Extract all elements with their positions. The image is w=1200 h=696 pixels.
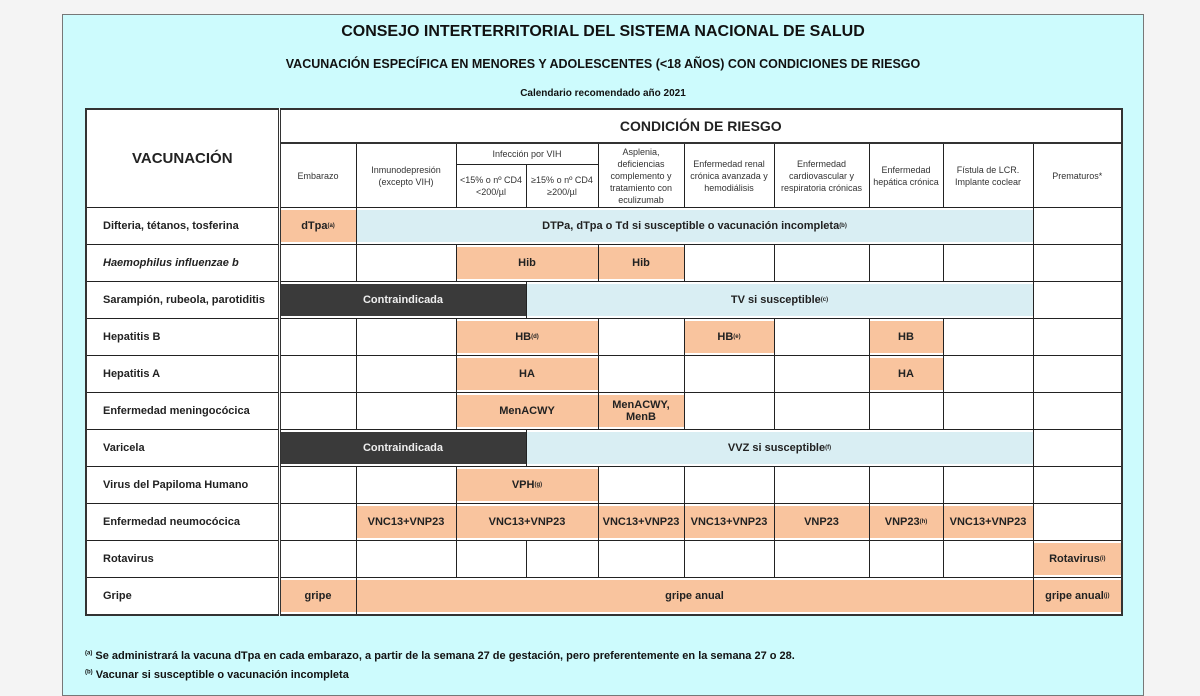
recommendation-text: VNC13+VNP23 — [602, 516, 680, 528]
table-cell — [356, 319, 456, 356]
recommendation-orange — [281, 580, 356, 612]
table-row — [86, 319, 1122, 356]
table-cell — [774, 541, 869, 578]
recommendation-orange — [457, 358, 598, 390]
vaccination-table — [85, 108, 1123, 616]
table-cell — [356, 578, 1033, 616]
recommendation-text: gripe anual — [1045, 590, 1104, 602]
column-header-inmunodepresion: Inmunodepresión (excepto VIH) — [356, 143, 456, 208]
table-cell — [774, 319, 869, 356]
table-cell — [598, 541, 684, 578]
table-row — [86, 578, 1122, 616]
recommendation-text: VNP23 — [884, 516, 920, 528]
recommendation-text: gripe — [304, 590, 332, 602]
recommendation-orange — [599, 247, 684, 279]
table-cell — [279, 504, 356, 541]
table-cell — [1033, 356, 1122, 393]
table-row — [86, 208, 1122, 245]
table-cell — [1033, 208, 1122, 245]
recommendation-text: Hib — [518, 257, 536, 269]
footnote-ref: (j) — [1103, 593, 1110, 599]
vaccine-label: Hepatitis A — [86, 356, 279, 393]
table-row — [86, 245, 1122, 282]
vaccine-label: Haemophilus influenzae b — [86, 245, 279, 282]
recommendation-text: VPH — [511, 479, 535, 491]
table-cell — [684, 393, 774, 430]
table-cell — [774, 504, 869, 541]
table-cell — [1033, 245, 1122, 282]
table-cell — [598, 504, 684, 541]
table-cell — [598, 245, 684, 282]
table-cell — [279, 356, 356, 393]
recommendation-orange — [1034, 580, 1122, 612]
recommendation-orange — [870, 321, 943, 353]
footnote-ref: (g) — [534, 482, 543, 488]
footnote-ref: (e) — [733, 334, 741, 340]
table-cell — [943, 541, 1033, 578]
table-cell — [1033, 319, 1122, 356]
table-cell — [456, 393, 598, 430]
footnote-ref: (c) — [820, 297, 829, 303]
recommendation-text: VVZ si susceptible — [727, 442, 826, 454]
recommendation-text: VNC13+VNP23 — [367, 516, 445, 528]
recommendation-orange — [775, 506, 869, 538]
recommendation-text: MenACWY — [499, 405, 555, 417]
recommendation-text: VNC13+VNP23 — [949, 516, 1027, 528]
recommendation-orange — [1034, 543, 1122, 575]
recommendation-blue — [357, 210, 1033, 242]
table-cell — [598, 393, 684, 430]
recommendation-orange — [870, 358, 943, 390]
footnote-ref: (f) — [825, 445, 832, 451]
table-cell — [356, 393, 456, 430]
recommendation-orange — [599, 395, 684, 427]
recommendation-dark — [281, 284, 526, 316]
column-header-vih-high: ≥15% o nº CD4 ≥200/µl — [526, 165, 598, 208]
recommendation-orange — [457, 321, 598, 353]
recommendation-orange — [944, 506, 1033, 538]
recommendation-orange — [457, 247, 598, 279]
document-subtitle: VACUNACIÓN ESPECÍFICA EN MENORES Y ADOLESCENTES (<18 AÑOS) CON CONDICIONES DE RIESGO — [285, 57, 921, 71]
column-header-embarazo: Embarazo — [279, 143, 356, 208]
table-cell — [279, 319, 356, 356]
column-header-vih: Infección por VIH — [456, 143, 598, 165]
vaccine-label: Virus del Papiloma Humano — [86, 467, 279, 504]
recommendation-blue — [527, 284, 1033, 316]
table-cell — [279, 467, 356, 504]
recommendation-text: Hib — [632, 257, 650, 269]
recommendation-text: TV si susceptible — [730, 294, 821, 306]
table-cell — [1033, 504, 1122, 541]
table-cell — [279, 208, 356, 245]
recommendation-text: Rotavirus — [1049, 553, 1100, 565]
recommendation-text: VNP23 — [804, 516, 839, 528]
recommendation-text: HB — [898, 331, 914, 343]
column-header-asplenia: Asplenia, deficiencias complemento y tratamiento con eculizumab — [598, 143, 684, 208]
recommendation-text: Contraindicada — [362, 442, 444, 454]
vaccine-label: Sarampión, rubeola, parotiditis — [86, 282, 279, 319]
condicion-header: CONDICIÓN DE RIESGO — [279, 109, 1122, 143]
table-cell — [869, 356, 943, 393]
column-header-vih-low: <15% o nº CD4 <200/µl — [456, 165, 526, 208]
table-cell — [869, 541, 943, 578]
table-cell — [684, 319, 774, 356]
table-cell — [598, 356, 684, 393]
vaccine-label: Rotavirus — [86, 541, 279, 578]
recommendation-dark — [281, 432, 526, 464]
recommendation-orange — [599, 506, 684, 538]
table-cell — [1033, 430, 1122, 467]
table-cell — [598, 319, 684, 356]
recommendation-orange — [870, 506, 943, 538]
recommendation-orange — [457, 395, 598, 427]
recommendation-orange — [357, 580, 1033, 612]
recommendation-text: DTPa, dTpa o Td si susceptible o vacunación incompleta — [542, 220, 840, 232]
table-cell — [456, 467, 598, 504]
table-cell — [356, 541, 456, 578]
table-cell — [598, 467, 684, 504]
recommendation-orange — [457, 506, 598, 538]
table-row — [86, 504, 1122, 541]
table-cell — [356, 356, 456, 393]
table-cell — [869, 467, 943, 504]
recommendation-text: HB — [717, 331, 734, 343]
table-cell — [356, 504, 456, 541]
table-cell — [279, 282, 526, 319]
footnote-ref: (i) — [1099, 556, 1106, 562]
table-cell — [279, 245, 356, 282]
vacunacion-header: VACUNACIÓN — [86, 109, 279, 208]
recommendation-text: HA — [519, 368, 535, 380]
recommendation-orange — [685, 506, 774, 538]
table-cell — [774, 245, 869, 282]
vaccine-label: Hepatitis B — [86, 319, 279, 356]
recommendation-text: dTpa — [301, 220, 328, 232]
recommendation-orange — [457, 469, 598, 501]
column-header-cardio: Enfermedad cardiovascular y respiratoria crónicas — [774, 143, 869, 208]
document-page — [62, 14, 1144, 696]
column-header-hepatica: Enfermedad hepática crónica — [869, 143, 943, 208]
recommendation-text: HB — [515, 331, 532, 343]
table-cell — [1033, 282, 1122, 319]
table-cell — [943, 319, 1033, 356]
table-cell — [356, 245, 456, 282]
recommendation-text: Contraindicada — [362, 294, 444, 306]
recommendation-text: VNC13+VNP23 — [488, 516, 566, 528]
table-cell — [774, 393, 869, 430]
column-header-fistula: Fístula de LCR. Implante coclear — [943, 143, 1033, 208]
recommendation-text: VNC13+VNP23 — [690, 516, 768, 528]
table-cell — [356, 208, 1033, 245]
table-cell — [943, 393, 1033, 430]
table-cell — [456, 504, 598, 541]
table-cell — [526, 282, 1033, 319]
footnote-ref: (b) — [839, 223, 847, 229]
footnote-ref: (d) — [531, 334, 539, 340]
table-cell — [869, 393, 943, 430]
calendar-year: Calendario recomendado año 2021 — [520, 88, 686, 99]
footnote-b: $^{(b)}$ Vacunar si susceptible o vacunación incompleta — [85, 669, 349, 681]
footnote-a: $^{(a)}$ Se administrará la vacuna dTpa en cada embarazo, a partir de la semana 27 de gestación, pero preferentemente en la semana 27 o 28. — [85, 650, 795, 662]
table-cell — [456, 245, 598, 282]
table-cell — [526, 430, 1033, 467]
recommendation-orange — [281, 210, 356, 242]
footnote-ref: (h) — [919, 519, 928, 525]
table-row — [86, 541, 1122, 578]
table-cell — [774, 467, 869, 504]
table-cell — [869, 504, 943, 541]
table-cell — [279, 430, 526, 467]
table-cell — [943, 245, 1033, 282]
recommendation-blue — [527, 432, 1033, 464]
table-cell — [1033, 393, 1122, 430]
table-cell — [684, 467, 774, 504]
table-cell — [279, 393, 356, 430]
recommendation-text: HA — [898, 368, 914, 380]
table-cell — [943, 356, 1033, 393]
table-cell — [526, 541, 598, 578]
table-cell — [1033, 541, 1122, 578]
table-cell — [356, 467, 456, 504]
table-cell — [869, 245, 943, 282]
table-row — [86, 430, 1122, 467]
table-cell — [279, 578, 356, 616]
table-row — [86, 282, 1122, 319]
table-cell — [943, 467, 1033, 504]
table-cell — [279, 541, 356, 578]
table-cell — [456, 356, 598, 393]
table-cell — [869, 319, 943, 356]
table-cell — [684, 504, 774, 541]
table-cell — [684, 541, 774, 578]
table-row — [86, 393, 1122, 430]
vaccine-label: Difteria, tétanos, tosferina — [86, 208, 279, 245]
table-cell — [456, 541, 526, 578]
table-cell — [774, 356, 869, 393]
table-cell — [684, 245, 774, 282]
vaccine-label: Gripe — [86, 578, 279, 616]
footnote-ref: (a) — [327, 223, 335, 229]
table-cell — [684, 356, 774, 393]
recommendation-orange — [685, 321, 774, 353]
recommendation-text: gripe anual — [665, 590, 724, 602]
table-row — [86, 467, 1122, 504]
table-cell — [943, 504, 1033, 541]
recommendation-orange — [357, 506, 456, 538]
vaccine-label: Enfermedad neumocócica — [86, 504, 279, 541]
table-cell — [1033, 467, 1122, 504]
recommendation-text: MenACWY, MenB — [612, 399, 670, 423]
vaccine-label: Enfermedad meningocócica — [86, 393, 279, 430]
column-header-prematuros: Prematuros* — [1033, 143, 1122, 208]
column-header-renal: Enfermedad renal crónica avanzada y hemodiálisis — [684, 143, 774, 208]
document-title: CONSEJO INTERTERRITORIAL DEL SISTEMA NACIONAL DE SALUD — [341, 23, 865, 40]
table-cell — [456, 319, 598, 356]
table-cell — [1033, 578, 1122, 616]
vaccine-label: Varicela — [86, 430, 279, 467]
table-row — [86, 356, 1122, 393]
